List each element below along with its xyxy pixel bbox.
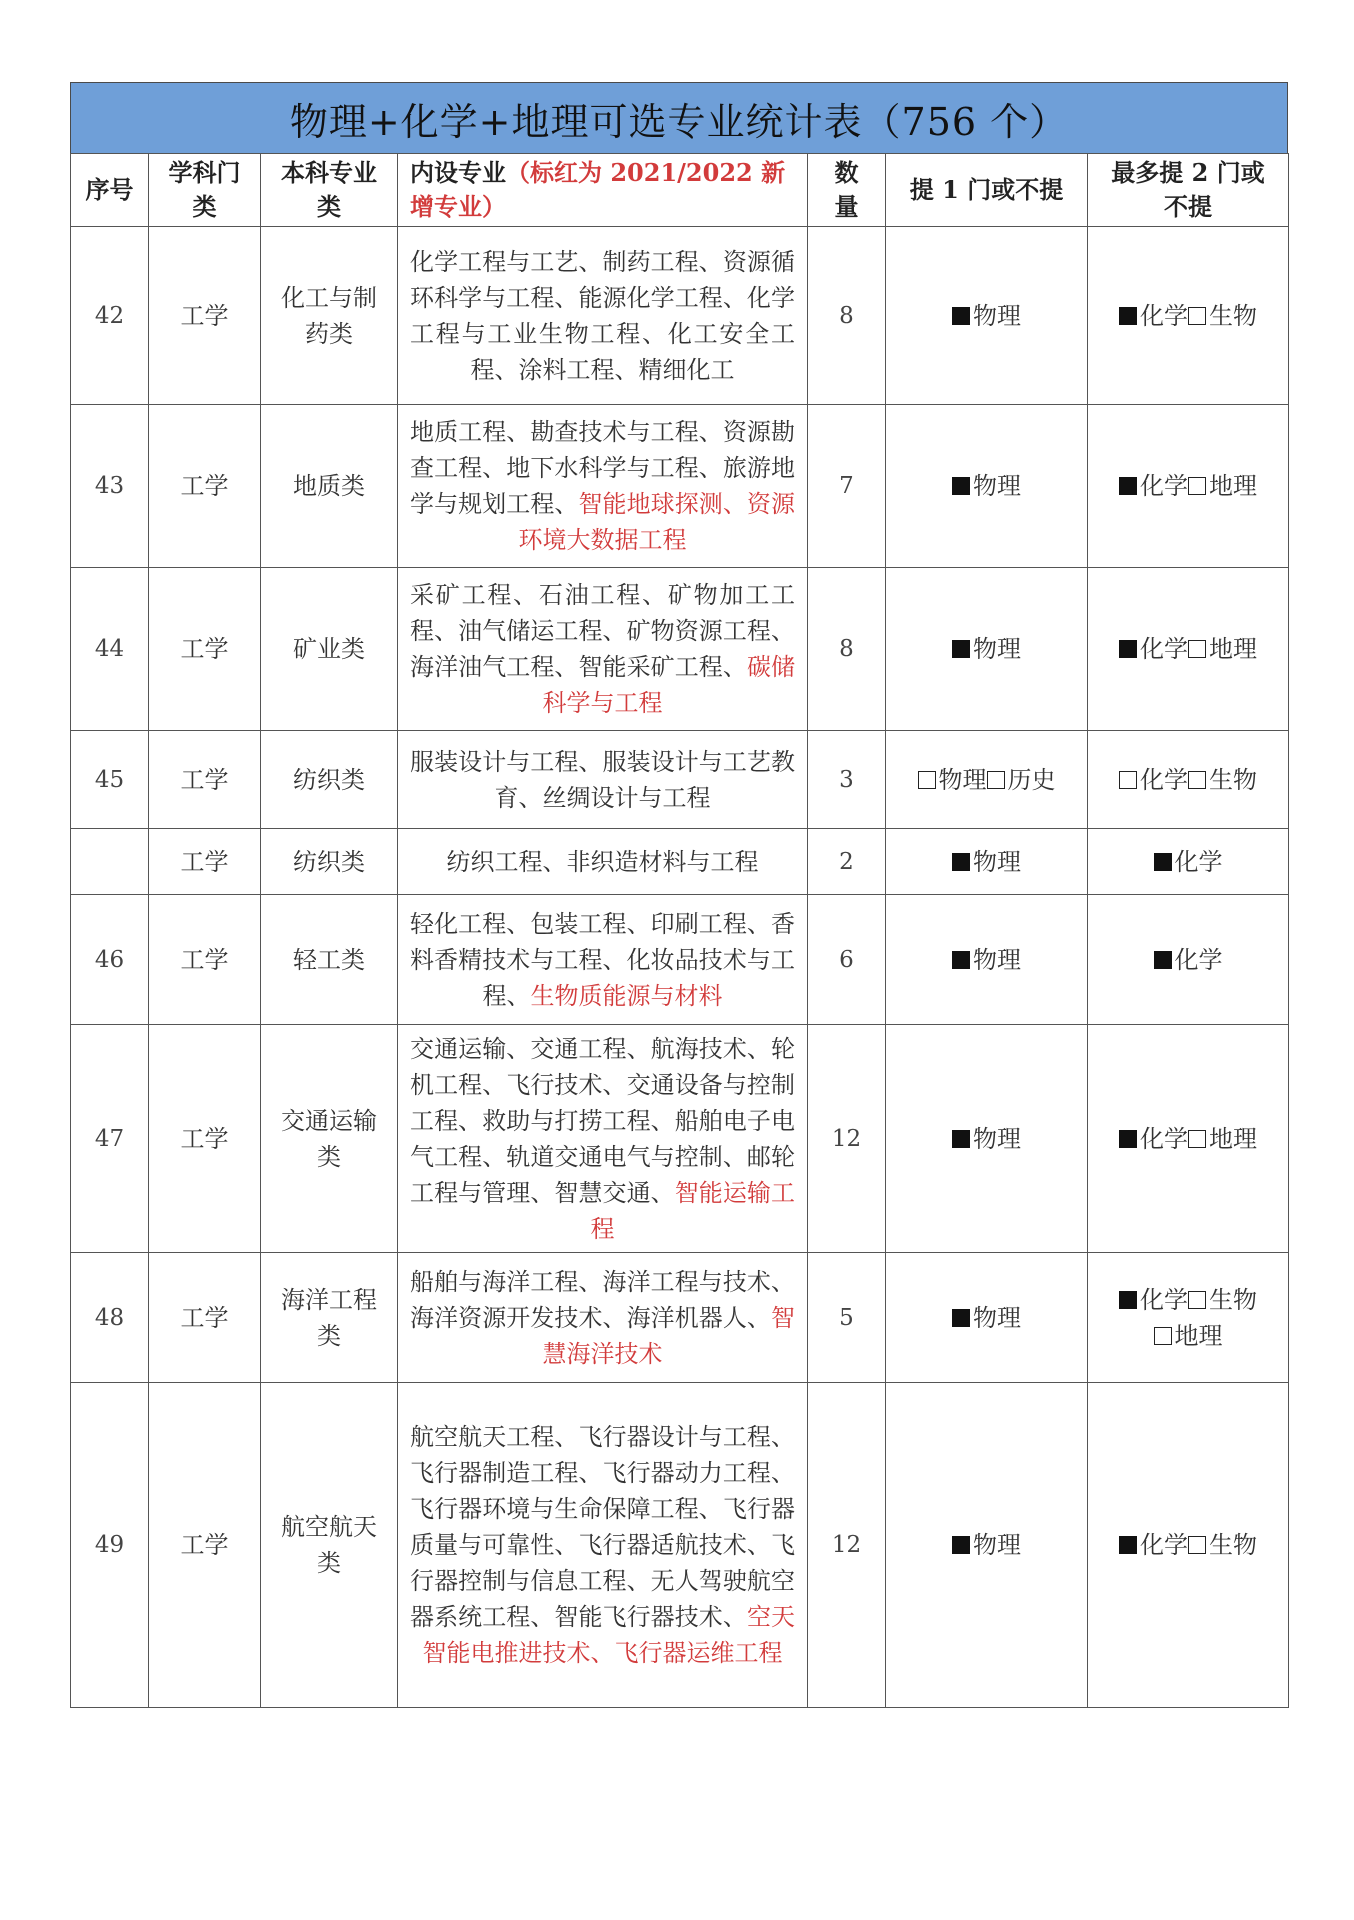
subject-label: 物理 <box>973 472 1021 500</box>
subject-requirement <box>1119 472 1188 500</box>
cell-req2 <box>1088 829 1289 895</box>
cell-category: 化工与制药类 <box>261 227 398 405</box>
cell-req2 <box>1088 1025 1289 1253</box>
empty-square-icon <box>1188 1536 1206 1554</box>
checked-square-icon <box>952 1130 970 1148</box>
cell-index: 44 <box>71 568 149 731</box>
cell-index <box>71 829 149 895</box>
cell-category: 纺织类 <box>261 731 398 829</box>
checked-square-icon <box>1154 853 1172 871</box>
subject-requirement <box>1188 1125 1257 1153</box>
header-majors <box>398 154 808 227</box>
cell-majors <box>398 1025 808 1253</box>
cell-req1 <box>886 405 1088 568</box>
header-req1: 提 1 门或不提 <box>886 154 1088 227</box>
subject-label: 地理 <box>1209 635 1257 663</box>
header-count: 数量 <box>808 154 886 227</box>
cell-count: 3 <box>808 731 886 829</box>
checked-square-icon <box>1119 307 1137 325</box>
subject-label: 化学 <box>1174 945 1223 974</box>
subject-requirement <box>1154 946 1223 974</box>
subject-requirement <box>1154 848 1223 876</box>
cell-count: 2 <box>808 829 886 895</box>
subject-requirement <box>952 1531 1021 1559</box>
checked-square-icon <box>1119 1536 1137 1554</box>
cell-req2 <box>1088 1383 1289 1708</box>
cell-discipline: 工学 <box>149 227 261 405</box>
cell-req2 <box>1088 731 1289 829</box>
checked-square-icon <box>1119 1291 1137 1309</box>
empty-square-icon <box>1188 477 1206 495</box>
header-category: 本科专业类 <box>261 154 398 227</box>
cell-majors <box>398 731 808 829</box>
subject-label: 物理 <box>973 1531 1021 1559</box>
majors-text: 采矿工程、石油工程、矿物加工工程、油气储运工程、矿物资源工程、海洋油气工程、智能采矿工程、 <box>410 581 795 681</box>
cell-majors <box>398 1253 808 1383</box>
cell-index: 47 <box>71 1025 149 1253</box>
subject-requirement <box>952 635 1021 663</box>
header-discipline: 学科门类 <box>149 154 261 227</box>
cell-count: 8 <box>808 227 886 405</box>
subject-requirement <box>918 766 987 794</box>
cell-req1 <box>886 568 1088 731</box>
subject-label: 生物 <box>1209 1285 1257 1314</box>
subject-label: 物理 <box>973 945 1021 974</box>
cell-category: 航空航天类 <box>261 1383 398 1708</box>
cell-index: 49 <box>71 1383 149 1708</box>
table-row <box>71 731 1289 829</box>
cell-category: 交通运输类 <box>261 1025 398 1253</box>
cell-count: 12 <box>808 1025 886 1253</box>
majors-table <box>70 153 1289 1708</box>
subject-label: 地理 <box>1209 1124 1257 1153</box>
empty-square-icon <box>1188 640 1206 658</box>
cell-discipline: 工学 <box>149 405 261 568</box>
cell-index: 42 <box>71 227 149 405</box>
cell-majors <box>398 829 808 895</box>
header-req2: 最多提 2 门或不提 <box>1088 154 1289 227</box>
cell-req1 <box>886 1383 1088 1708</box>
subject-label: 化学 <box>1140 301 1188 330</box>
subject-requirement <box>1119 302 1188 330</box>
cell-count: 6 <box>808 895 886 1025</box>
checked-square-icon <box>1119 1130 1137 1148</box>
cell-req2 <box>1088 227 1289 405</box>
subject-requirement <box>1154 1322 1223 1350</box>
majors-text: 轻化工程、包装工程、印刷工程、香料香精技术与工程、化妆品技术与工程、 <box>410 909 795 1010</box>
table-row <box>71 1025 1289 1253</box>
table-row <box>71 568 1289 731</box>
subject-label: 生物 <box>1209 1531 1257 1559</box>
cell-discipline: 工学 <box>149 1253 261 1383</box>
cell-discipline: 工学 <box>149 1383 261 1708</box>
cell-req1 <box>886 829 1088 895</box>
cell-count: 8 <box>808 568 886 731</box>
table-row <box>71 1253 1289 1383</box>
cell-discipline: 工学 <box>149 1025 261 1253</box>
subject-label: 物理 <box>973 301 1021 330</box>
subject-label: 物理 <box>973 847 1021 876</box>
majors-text: 交通运输、交通工程、航海技术、轮机工程、飞行技术、交通设备与控制工程、救助与打捞工程、船舶电子电气工程、轨道交通电气与控制、邮轮工程与管理、智慧交通、 <box>410 1034 795 1207</box>
checked-square-icon <box>952 477 970 495</box>
empty-square-icon <box>918 771 936 789</box>
header-majors-note: （标红为 2021/2022 新增专业） <box>410 158 786 221</box>
cell-req1 <box>886 895 1088 1025</box>
subject-label: 化学 <box>1140 1285 1188 1314</box>
majors-new-text: 碳储科学与工程 <box>542 653 796 717</box>
subject-requirement <box>1188 635 1257 663</box>
subject-requirement <box>1119 1531 1188 1559</box>
cell-discipline: 工学 <box>149 895 261 1025</box>
cell-req2 <box>1088 405 1289 568</box>
cell-req2 <box>1088 1253 1289 1383</box>
subject-requirement <box>1188 302 1257 330</box>
cell-majors <box>398 568 808 731</box>
cell-majors <box>398 405 808 568</box>
cell-discipline: 工学 <box>149 568 261 731</box>
cell-req2 <box>1088 568 1289 731</box>
table-row <box>71 227 1289 405</box>
empty-square-icon <box>1188 771 1206 789</box>
cell-discipline: 工学 <box>149 731 261 829</box>
subject-requirement <box>952 1125 1021 1153</box>
subject-label: 物理 <box>973 1303 1021 1332</box>
table-row <box>71 1383 1289 1708</box>
subject-label: 物理 <box>973 635 1021 663</box>
cell-req2 <box>1088 895 1289 1025</box>
stats-table-container <box>70 82 1288 1708</box>
subject-label: 生物 <box>1209 301 1257 330</box>
cell-count: 12 <box>808 1383 886 1708</box>
majors-text: 服装设计与工程、服装设计与工艺教育、丝绸设计与工程 <box>410 747 795 812</box>
table-title: 物理+化学+地理可选专业统计表（756 个） <box>70 82 1288 153</box>
subject-label: 化学 <box>1140 765 1188 794</box>
majors-text: 航空航天工程、飞行器设计与工程、飞行器制造工程、飞行器动力工程、飞行器环境与生命保障工程、飞行器质量与可靠性、飞行器适航技术、飞行器控制与信息工程、无人驾驶航空器系统工程、智能飞行器技术、 <box>410 1423 795 1631</box>
subject-requirement <box>952 302 1021 330</box>
cell-category: 矿业类 <box>261 568 398 731</box>
majors-text: 化学工程与工艺、制药工程、资源循环科学与工程、能源化学工程、化学工程与工业生物工程、化工安全工程、涂料工程、精细化工 <box>410 247 795 384</box>
cell-index: 43 <box>71 405 149 568</box>
subject-requirement <box>987 766 1056 794</box>
subject-label: 地理 <box>1209 472 1257 500</box>
checked-square-icon <box>1119 477 1137 495</box>
empty-square-icon <box>1119 771 1137 789</box>
header-majors-label: 内设专业 <box>410 158 506 187</box>
subject-label: 物理 <box>938 765 987 794</box>
subject-label: 生物 <box>1209 765 1257 794</box>
subject-requirement <box>1188 766 1257 794</box>
majors-new-text: 智慧海洋技术 <box>542 1303 795 1368</box>
subject-label: 历史 <box>1007 765 1056 794</box>
majors-new-text: 生物质能源与材料 <box>530 981 723 1010</box>
subject-requirement <box>1188 472 1257 500</box>
subject-requirement <box>1119 1125 1188 1153</box>
table-row <box>71 829 1289 895</box>
cell-req1 <box>886 731 1088 829</box>
checked-square-icon <box>952 307 970 325</box>
subject-requirement <box>952 848 1021 876</box>
subject-requirement <box>1188 1286 1257 1314</box>
subject-requirement <box>952 946 1021 974</box>
subject-requirement <box>952 472 1021 500</box>
checked-square-icon <box>952 951 970 969</box>
checked-square-icon <box>952 1536 970 1554</box>
checked-square-icon <box>1154 951 1172 969</box>
cell-req1 <box>886 227 1088 405</box>
checked-square-icon <box>952 1309 970 1327</box>
subject-requirement <box>1119 766 1188 794</box>
cell-category: 轻工类 <box>261 895 398 1025</box>
majors-new-text: 智能地球探测、资源环境大数据工程 <box>518 490 796 554</box>
cell-category: 纺织类 <box>261 829 398 895</box>
empty-square-icon <box>1188 307 1206 325</box>
cell-discipline: 工学 <box>149 829 261 895</box>
table-row <box>71 895 1289 1025</box>
cell-count: 7 <box>808 405 886 568</box>
subject-requirement <box>1188 1531 1257 1559</box>
cell-index: 48 <box>71 1253 149 1383</box>
subject-label: 化学 <box>1140 1531 1188 1559</box>
empty-square-icon <box>987 771 1005 789</box>
subject-label: 化学 <box>1174 847 1223 876</box>
subject-label: 地理 <box>1174 1321 1223 1350</box>
subject-label: 化学 <box>1140 635 1188 663</box>
header-row <box>71 154 1289 227</box>
empty-square-icon <box>1154 1327 1172 1345</box>
subject-requirement <box>1119 635 1188 663</box>
majors-text: 地质工程、勘查技术与工程、资源勘查工程、地下水科学与工程、旅游地学与规划工程、 <box>410 418 795 518</box>
subject-label: 化学 <box>1140 1124 1188 1153</box>
table-row <box>71 405 1289 568</box>
cell-index: 45 <box>71 731 149 829</box>
checked-square-icon <box>952 853 970 871</box>
majors-new-text: 空天智能电推进技术、飞行器运维工程 <box>422 1603 796 1667</box>
cell-majors <box>398 895 808 1025</box>
checked-square-icon <box>1119 640 1137 658</box>
cell-category: 地质类 <box>261 405 398 568</box>
subject-requirement <box>1119 1286 1188 1314</box>
empty-square-icon <box>1188 1291 1206 1309</box>
empty-square-icon <box>1188 1130 1206 1148</box>
subject-label: 化学 <box>1140 472 1188 500</box>
cell-count: 5 <box>808 1253 886 1383</box>
cell-majors <box>398 227 808 405</box>
cell-req1 <box>886 1025 1088 1253</box>
majors-new-text: 智能运输工程 <box>590 1178 796 1243</box>
subject-label: 物理 <box>973 1124 1021 1153</box>
cell-req1 <box>886 1253 1088 1383</box>
checked-square-icon <box>952 640 970 658</box>
header-index: 序号 <box>71 154 149 227</box>
cell-category: 海洋工程类 <box>261 1253 398 1383</box>
cell-majors <box>398 1383 808 1708</box>
subject-requirement <box>952 1304 1021 1332</box>
majors-text: 纺织工程、非织造材料与工程 <box>446 847 759 876</box>
cell-index: 46 <box>71 895 149 1025</box>
majors-text: 船舶与海洋工程、海洋工程与技术、海洋资源开发技术、海洋机器人、 <box>410 1267 795 1332</box>
